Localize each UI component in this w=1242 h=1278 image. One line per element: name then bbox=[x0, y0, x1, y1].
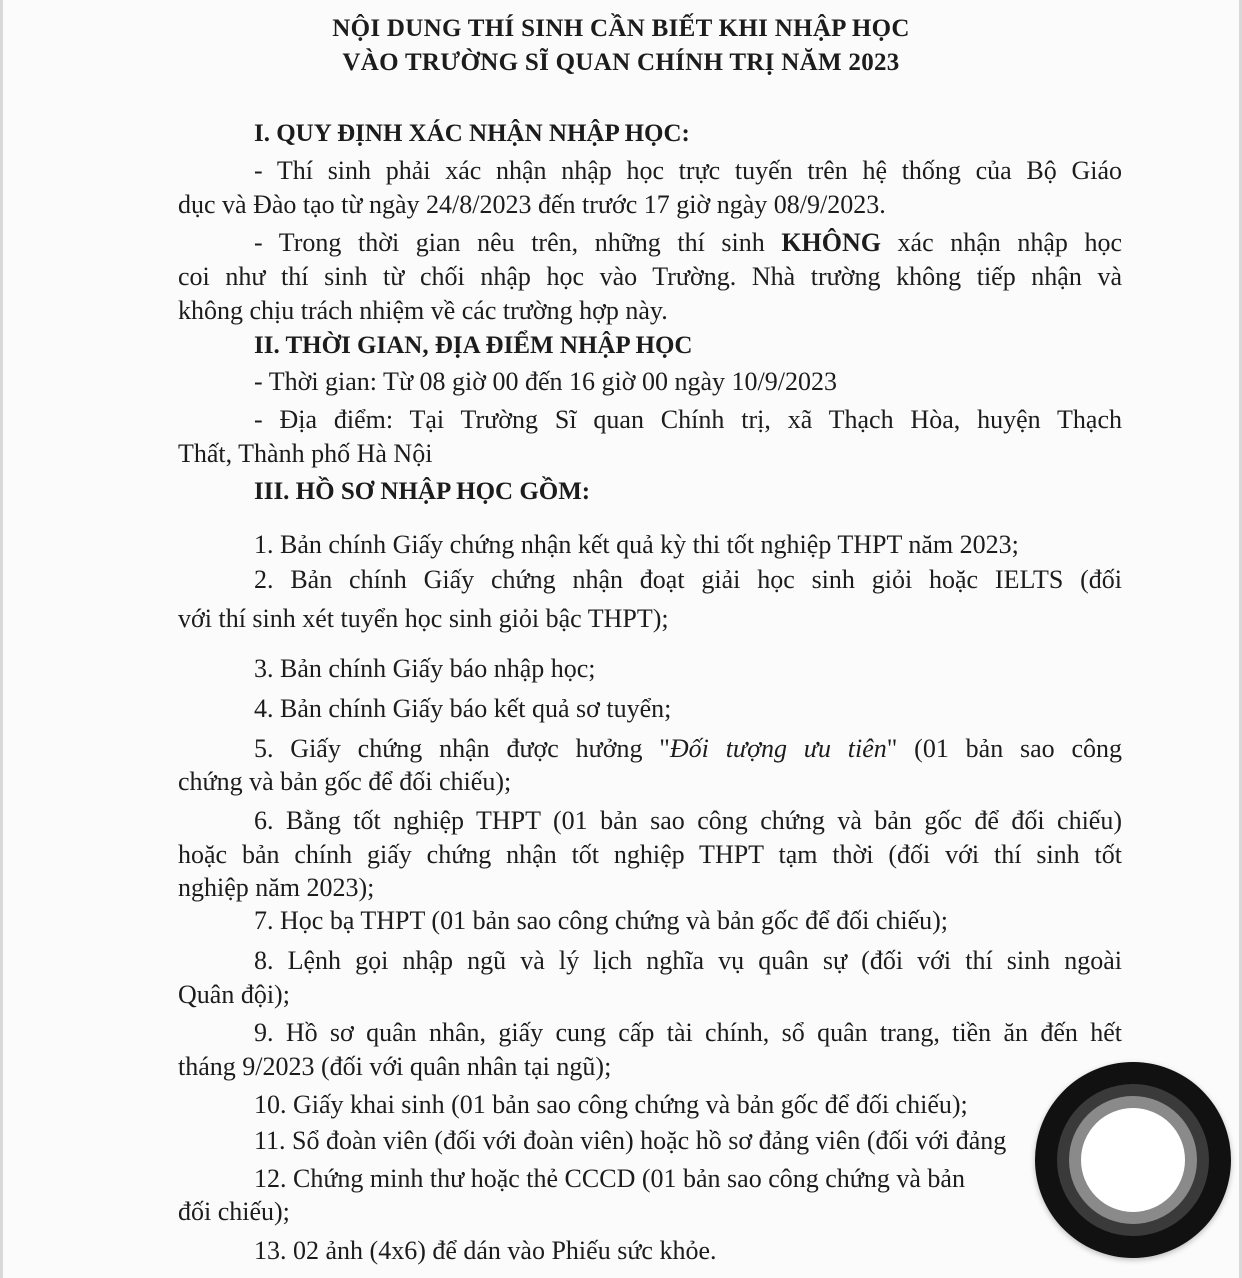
doc-item-1: 1. Bản chính Giấy chứng nhận kết quả kỳ thi tốt nghiệp THPT năm 2023; bbox=[254, 530, 1019, 559]
doc-item-8-line1: 8. Lệnh gọi nhập ngũ và lý lịch nghĩa vụ quân sự (đối với thí sinh ngoài bbox=[254, 946, 1122, 975]
section1-p2-line2: coi như thí sinh từ chối nhập học vào Trường. Nhà trường không tiếp nhận và bbox=[178, 262, 1122, 291]
doc-item-5-italic: Đối tượng ưu tiên bbox=[669, 734, 887, 763]
doc-item-13: 13. 02 ảnh (4x6) để dán vào Phiếu sức khỏe. bbox=[254, 1236, 717, 1265]
doc-item-3: 3. Bản chính Giấy báo nhập học; bbox=[254, 654, 596, 683]
doc-item-5-line2: chứng và bản gốc để đối chiếu); bbox=[178, 767, 512, 796]
floating-bubble-ring bbox=[1057, 1084, 1209, 1236]
doc-item-10: 10. Giấy khai sinh (01 bản sao công chứng và bản gốc để đối chiếu); bbox=[254, 1090, 968, 1119]
doc-item-4: 4. Bản chính Giấy báo kết quả sơ tuyển; bbox=[254, 694, 672, 723]
doc-item-2-line2: với thí sinh xét tuyển học sinh giỏi bậc THPT); bbox=[178, 604, 669, 633]
section3-heading: III. HỒ SƠ NHẬP HỌC GỒM: bbox=[254, 478, 591, 505]
document-title-line2: VÀO TRƯỜNG SĨ QUAN CHÍNH TRỊ NĂM 2023 bbox=[342, 49, 900, 76]
section2-place-line2: Thất, Thành phố Hà Nội bbox=[178, 439, 433, 468]
section1-p2-line1-post: xác nhận nhập học bbox=[880, 228, 1122, 257]
doc-item-11: 11. Sổ đoàn viên (đối với đoàn viên) hoặc hồ sơ đảng viên (đối với đảng bbox=[254, 1126, 1007, 1155]
doc-item-12-line2: đối chiếu); bbox=[178, 1197, 290, 1226]
section1-heading: I. QUY ĐỊNH XÁC NHẬN NHẬP HỌC: bbox=[254, 120, 690, 147]
doc-item-2-line1: 2. Bản chính Giấy chứng nhận đoạt giải học sinh giỏi hoặc IELTS (đối bbox=[254, 565, 1122, 594]
doc-item-5-pre: 5. Giấy chứng nhận được hưởng " bbox=[254, 734, 670, 763]
doc-item-7: 7. Học bạ THPT (01 bản sao công chứng và bản gốc để đối chiếu); bbox=[254, 906, 949, 935]
doc-item-12-line1: 12. Chứng minh thư hoặc thẻ CCCD (01 bản sao công chứng và bản bbox=[254, 1164, 965, 1193]
doc-item-5-line1 bbox=[254, 732, 1122, 766]
doc-item-6-line1: 6. Bằng tốt nghiệp THPT (01 bản sao công chứng và bản gốc để đối chiếu) bbox=[254, 806, 1122, 835]
floating-bubble-icon[interactable] bbox=[1035, 1062, 1231, 1258]
section1-p2-line3: không chịu trách nhiệm về các trường hợp này. bbox=[178, 296, 668, 325]
section2-time: - Thời gian: Từ 08 giờ 00 đến 16 giờ 00 ngày 10/9/2023 bbox=[254, 367, 838, 396]
section1-p2-line1 bbox=[254, 226, 1122, 260]
section1-p1-line1: - Thí sinh phải xác nhận nhập học trực tuyến trên hệ thống của Bộ Giáo bbox=[254, 156, 1122, 185]
section2-heading: II. THỜI GIAN, ĐỊA ĐIỂM NHẬP HỌC bbox=[254, 332, 693, 359]
doc-item-6-line3: nghiệp năm 2023); bbox=[178, 873, 375, 902]
section2-place-line1: - Địa điểm: Tại Trường Sĩ quan Chính trị, xã Thạch Hòa, huyện Thạch bbox=[254, 405, 1122, 434]
section1-p2-emphasis: KHÔNG bbox=[781, 228, 881, 257]
doc-item-5-post: " (01 bản sao công bbox=[886, 734, 1123, 763]
section1-p1-line2: dục và Đào tạo từ ngày 24/8/2023 đến trước 17 giờ ngày 08/9/2023. bbox=[178, 190, 886, 219]
doc-item-9-line1: 9. Hồ sơ quân nhân, giấy cung cấp tài chính, sổ quân trang, tiền ăn đến hết bbox=[254, 1018, 1122, 1047]
doc-item-9-line2: tháng 9/2023 (đối với quân nhân tại ngũ); bbox=[178, 1052, 612, 1081]
section1-p2-line1-pre: - Trong thời gian nêu trên, những thí sinh bbox=[254, 228, 782, 257]
page-left-edge bbox=[0, 0, 3, 1278]
doc-item-6-line2: hoặc bản chính giấy chứng nhận tốt nghiệp THPT tạm thời (đối với thí sinh tốt bbox=[178, 840, 1122, 869]
doc-item-8-line2: Quân đội); bbox=[178, 980, 290, 1009]
floating-bubble-core bbox=[1081, 1108, 1185, 1212]
document-title-line1: NỘI DUNG THÍ SINH CẦN BIẾT KHI NHẬP HỌC bbox=[332, 15, 910, 42]
floating-bubble-inner bbox=[1069, 1096, 1197, 1224]
